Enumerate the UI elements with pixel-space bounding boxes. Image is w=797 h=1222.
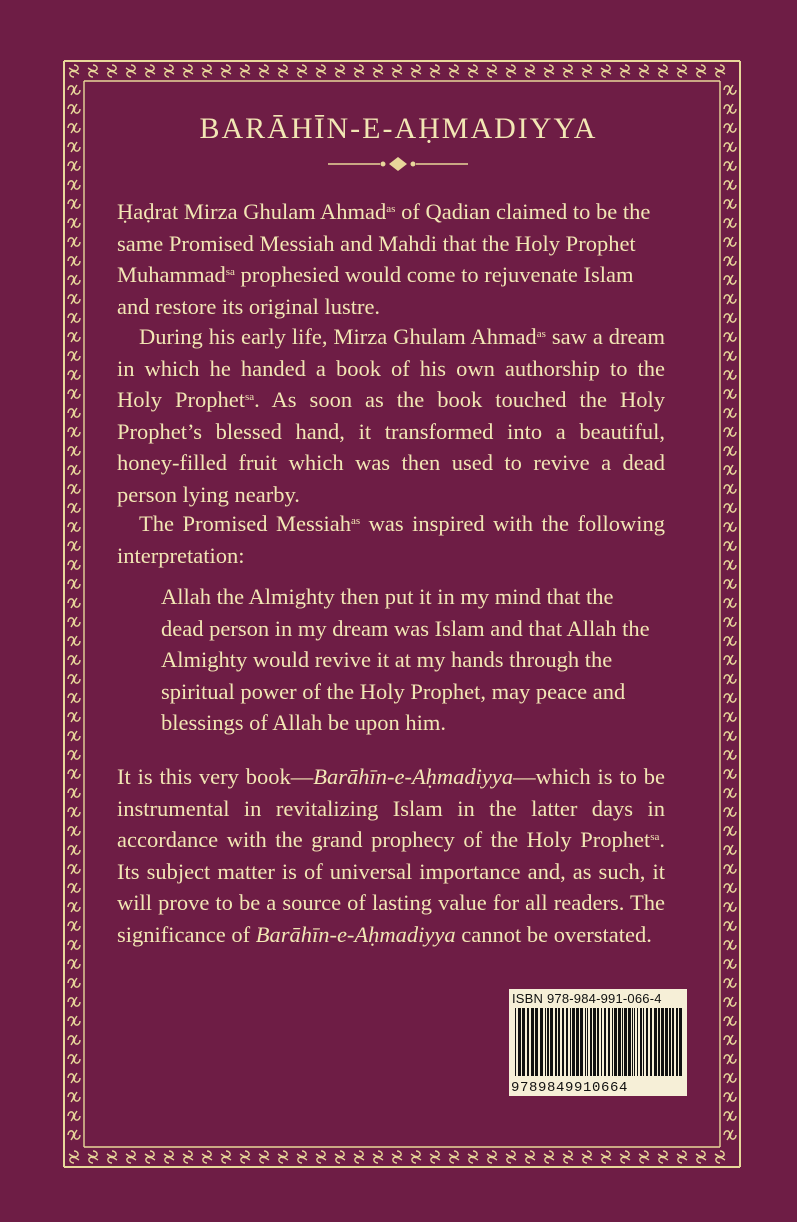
border-motif: [724, 693, 736, 703]
barcode-bar: [570, 1008, 571, 1076]
border-motif: [68, 845, 80, 855]
border-motif: [724, 1092, 736, 1102]
border-motif: [724, 636, 736, 646]
border-motif: [335, 1151, 345, 1163]
border-motif: [449, 1151, 459, 1163]
border-motif: [68, 579, 80, 589]
border-motif: [316, 65, 326, 77]
barcode-digits: 9789849910664: [511, 1080, 629, 1096]
border-motif: [68, 1035, 80, 1045]
border-motif: [724, 484, 736, 494]
border-motif: [68, 237, 80, 247]
border-motif: [620, 65, 630, 77]
border-motif: [411, 65, 421, 77]
border-motif: [68, 978, 80, 988]
border-motif: [724, 446, 736, 456]
border-motif: [164, 1151, 174, 1163]
block-quote: Allah the Almighty then put it in my mind that the dead person in my dream was Islam and that Allah the Almighty would revive it at my hands through the spiritual power of the Holy Prophet, may peace and blessings of Allah be upon him.: [161, 584, 650, 735]
barcode-bar: [669, 1008, 671, 1076]
barcode-bar: [676, 1008, 678, 1076]
border-motif: [68, 408, 80, 418]
ornament-divider: [328, 156, 468, 172]
barcode-bar: [522, 1008, 525, 1076]
border-motif: [240, 1151, 250, 1163]
border-motif: [259, 1151, 269, 1163]
border-motif: [107, 1151, 117, 1163]
border-motif: [724, 769, 736, 779]
border-motif: [582, 1151, 592, 1163]
border-motif: [449, 65, 459, 77]
border-motif: [297, 1151, 307, 1163]
border-motif: [68, 674, 80, 684]
border-motif: [68, 560, 80, 570]
barcode-bar: [640, 1008, 642, 1076]
border-motif: [724, 674, 736, 684]
barcode-bar: [545, 1008, 546, 1076]
border-motif: [354, 65, 364, 77]
border-motif: [658, 1151, 668, 1163]
border-motif: [68, 921, 80, 931]
barcode-bar: [531, 1008, 534, 1076]
barcode-bar: [566, 1008, 568, 1076]
border-motif: [544, 1151, 554, 1163]
barcode-bar: [535, 1008, 538, 1076]
barcode-bar: [672, 1008, 674, 1076]
barcode-bar: [661, 1008, 664, 1076]
border-motif: [68, 332, 80, 342]
border-motif: [724, 978, 736, 988]
barcode-bar: [587, 1008, 588, 1076]
border-motif: [715, 65, 725, 77]
border-motif: [696, 65, 706, 77]
border-motif: [68, 636, 80, 646]
barcode-bar: [628, 1008, 631, 1076]
border-motif: [724, 921, 736, 931]
border-motif: [373, 65, 383, 77]
barcode-bar: [550, 1008, 553, 1076]
barcode-bar: [555, 1008, 557, 1076]
border-motif: [620, 1151, 630, 1163]
border-motif: [724, 826, 736, 836]
barcode-bar: [632, 1008, 633, 1076]
border-motif: [724, 541, 736, 551]
border-motif: [68, 902, 80, 912]
barcode-bar: [572, 1008, 575, 1076]
border-motif: [68, 522, 80, 532]
border-motif: [724, 959, 736, 969]
barcode-bar: [634, 1008, 635, 1076]
barcode-bar: [601, 1008, 602, 1076]
barcode-bar: [585, 1008, 586, 1076]
barcode-bar: [608, 1008, 610, 1076]
border-motif: [316, 1151, 326, 1163]
border-motif: [724, 997, 736, 1007]
border-motif: [724, 1130, 736, 1140]
border-motif: [724, 237, 736, 247]
border-motif: [724, 1111, 736, 1121]
barcode-bar: [637, 1008, 638, 1076]
border-motif: [88, 65, 98, 77]
border-motif: [639, 1151, 649, 1163]
border-motif: [68, 484, 80, 494]
border-motif: [68, 465, 80, 475]
border-motif: [724, 940, 736, 950]
border-motif: [88, 1151, 98, 1163]
border-motif: [68, 389, 80, 399]
border-motif: [278, 65, 288, 77]
barcode-bar: [597, 1008, 599, 1076]
barcode-bar: [576, 1008, 579, 1076]
border-motif: [126, 1151, 136, 1163]
border-motif: [68, 85, 80, 95]
border-motif: [68, 446, 80, 456]
border-motif: [677, 65, 687, 77]
barcode-bar: [558, 1008, 560, 1076]
border-motif: [68, 731, 80, 741]
border-motif: [724, 864, 736, 874]
border-motif: [696, 1151, 706, 1163]
border-motif: [468, 1151, 478, 1163]
border-motif: [506, 1151, 516, 1163]
barcode-bar: [540, 1008, 543, 1076]
border-motif: [68, 1092, 80, 1102]
border-motif: [724, 294, 736, 304]
barcode-bar: [604, 1008, 606, 1076]
border-motif: [525, 65, 535, 77]
border-motif: [335, 65, 345, 77]
border-motif: [724, 427, 736, 437]
border-motif: [68, 275, 80, 285]
border-motif: [68, 769, 80, 779]
border-motif: [724, 408, 736, 418]
border-motif: [68, 1016, 80, 1026]
border-motif: [68, 750, 80, 760]
border-motif: [221, 1151, 231, 1163]
border-motif: [68, 864, 80, 874]
border-motif: [724, 902, 736, 912]
border-motif: [724, 579, 736, 589]
border-motif: [68, 655, 80, 665]
border-motif: [68, 617, 80, 627]
border-motif: [601, 65, 611, 77]
border-motif: [68, 161, 80, 171]
border-motif: [724, 883, 736, 893]
barcode-bar: [654, 1008, 657, 1076]
border-motif: [724, 655, 736, 665]
border-motif: [724, 161, 736, 171]
border-motif: [164, 65, 174, 77]
barcode-bar: [618, 1008, 621, 1076]
border-motif: [411, 1151, 421, 1163]
border-motif: [430, 65, 440, 77]
border-motif: [724, 180, 736, 190]
border-motif: [68, 997, 80, 1007]
border-motif: [563, 65, 573, 77]
border-motif: [544, 65, 554, 77]
paragraph-interpretation: The Promised Messiah$^{as}$ was inspired with the following interpretation:: [117, 511, 665, 568]
border-motif: [68, 180, 80, 190]
border-motif: [724, 389, 736, 399]
border-motif: [724, 503, 736, 513]
barcode-bar: [643, 1008, 644, 1076]
border-motif: [724, 598, 736, 608]
border-motif: [68, 503, 80, 513]
border-motif: [68, 712, 80, 722]
barcode-bar: [624, 1008, 627, 1076]
border-motif: [68, 807, 80, 817]
border-motif: [582, 65, 592, 77]
border-motif: [68, 427, 80, 437]
barcode-bar: [593, 1008, 596, 1076]
border-motif: [373, 1151, 383, 1163]
border-motif: [724, 218, 736, 228]
border-motif: [724, 807, 736, 817]
border-motif: [68, 598, 80, 608]
border-motif: [68, 959, 80, 969]
border-motif: [69, 1151, 79, 1163]
barcode-bar: [665, 1008, 668, 1076]
border-motif: [563, 1151, 573, 1163]
border-motif: [354, 1151, 364, 1163]
border-motif: [724, 275, 736, 285]
border-motif: [724, 313, 736, 323]
border-motif: [68, 370, 80, 380]
border-motif: [68, 788, 80, 798]
border-motif: [68, 218, 80, 228]
border-motif: [487, 1151, 497, 1163]
border-motif: [202, 65, 212, 77]
barcode-bar: [527, 1008, 529, 1076]
border-motif: [145, 1151, 155, 1163]
border-motif: [69, 65, 79, 77]
paragraph-dream: During his early life, Mirza Ghulam Ahmad$^{as}$ saw a dream in which he handed a book of his own authorship to the Holy Prophet$^{sa}$. As soon as the book touched the Holy Prophet’s blessed hand, it transformed into a beautiful, honey-filled fruit which was then used to revive a dead person lying nearby.: [117, 324, 666, 507]
barcode-bar: [658, 1008, 660, 1076]
border-motif: [392, 1151, 402, 1163]
border-motif: [724, 1054, 736, 1064]
border-motif: [724, 1035, 736, 1045]
border-motif: [724, 332, 736, 342]
border-motif: [724, 788, 736, 798]
barcode-bar: [562, 1008, 564, 1076]
barcode-bars: [513, 1008, 685, 1078]
border-motif: [468, 65, 478, 77]
border-motif: [68, 883, 80, 893]
barcode-bar: [679, 1008, 682, 1076]
border-motif: [202, 1151, 212, 1163]
border-motif: [677, 1151, 687, 1163]
barcode-bar: [622, 1008, 623, 1076]
border-motif: [278, 1151, 288, 1163]
border-motif: [259, 65, 269, 77]
barcode-bar: [614, 1008, 617, 1076]
border-motif: [68, 256, 80, 266]
border-motif: [724, 256, 736, 266]
cover-title: BARĀHĪN-E-AḤMADIYYA: [199, 112, 598, 145]
border-motif: [297, 65, 307, 77]
border-motif: [68, 693, 80, 703]
border-motif: [724, 1073, 736, 1083]
border-motif: [430, 1151, 440, 1163]
border-motif: [724, 351, 736, 361]
border-motif: [68, 1111, 80, 1121]
border-motif: [724, 370, 736, 380]
border-motif: [506, 65, 516, 77]
paragraph-intro: Ḥaḍrat Mirza Ghulam Ahmad$^{as}$ of Qadian claimed to be the same Promised Messiah and Mahdi that the Holy Prophet Muhammad$^{sa}$ prophesied would come to rejuvenate Islam and restore its original lustre.: [117, 199, 651, 319]
border-motif: [724, 617, 736, 627]
isbn-label: ISBN 978-984-991-066-4: [512, 991, 662, 1006]
border-motif: [724, 522, 736, 532]
border-motif: [601, 1151, 611, 1163]
barcode-bar: [646, 1008, 648, 1076]
border-motif: [392, 65, 402, 77]
border-motif: [724, 1016, 736, 1026]
barcode-bar: [650, 1008, 652, 1076]
border-motif: [68, 541, 80, 551]
border-motif: [525, 1151, 535, 1163]
border-motif: [68, 940, 80, 950]
barcode-bar: [590, 1008, 592, 1076]
paragraph-book-significance: It is this very book—Barāhīn-e-Aḥmadiyya—which is to be instrumental in revitalizing Islam in the latter days in accordance with the grand prophecy of the Holy Prophet$^{sa}$. Its subject matter is of universal importance and, as such, it will prove to be a source of lasting value for all readers. The significance of Barāhīn-e-Aḥmadiyya cannot be overstated.: [117, 764, 666, 947]
border-motif: [183, 1151, 193, 1163]
border-motif: [724, 85, 736, 95]
barcode-bar: [518, 1008, 521, 1076]
border-motif: [68, 826, 80, 836]
border-motif: [68, 1073, 80, 1083]
border-motif: [724, 712, 736, 722]
border-motif: [724, 465, 736, 475]
border-motif: [68, 313, 80, 323]
border-motif: [126, 65, 136, 77]
border-motif: [724, 199, 736, 209]
border-motif: [107, 65, 117, 77]
border-motif: [68, 351, 80, 361]
barcode-bar: [612, 1008, 613, 1076]
border-motif: [240, 65, 250, 77]
border-motif: [68, 1054, 80, 1064]
border-motif: [145, 65, 155, 77]
border-motif: [715, 1151, 725, 1163]
barcode-bar: [515, 1008, 516, 1076]
border-motif: [724, 845, 736, 855]
border-motif: [724, 731, 736, 741]
border-motif: [724, 560, 736, 570]
border-motif: [487, 65, 497, 77]
barcode-bar: [547, 1008, 549, 1076]
border-motif: [68, 1130, 80, 1140]
border-motif: [639, 65, 649, 77]
border-motif: [658, 65, 668, 77]
border-motif: [221, 65, 231, 77]
border-motif: [68, 199, 80, 209]
border-motif: [724, 750, 736, 760]
border-motif: [183, 65, 193, 77]
barcode-bar: [580, 1008, 583, 1076]
border-motif: [68, 294, 80, 304]
